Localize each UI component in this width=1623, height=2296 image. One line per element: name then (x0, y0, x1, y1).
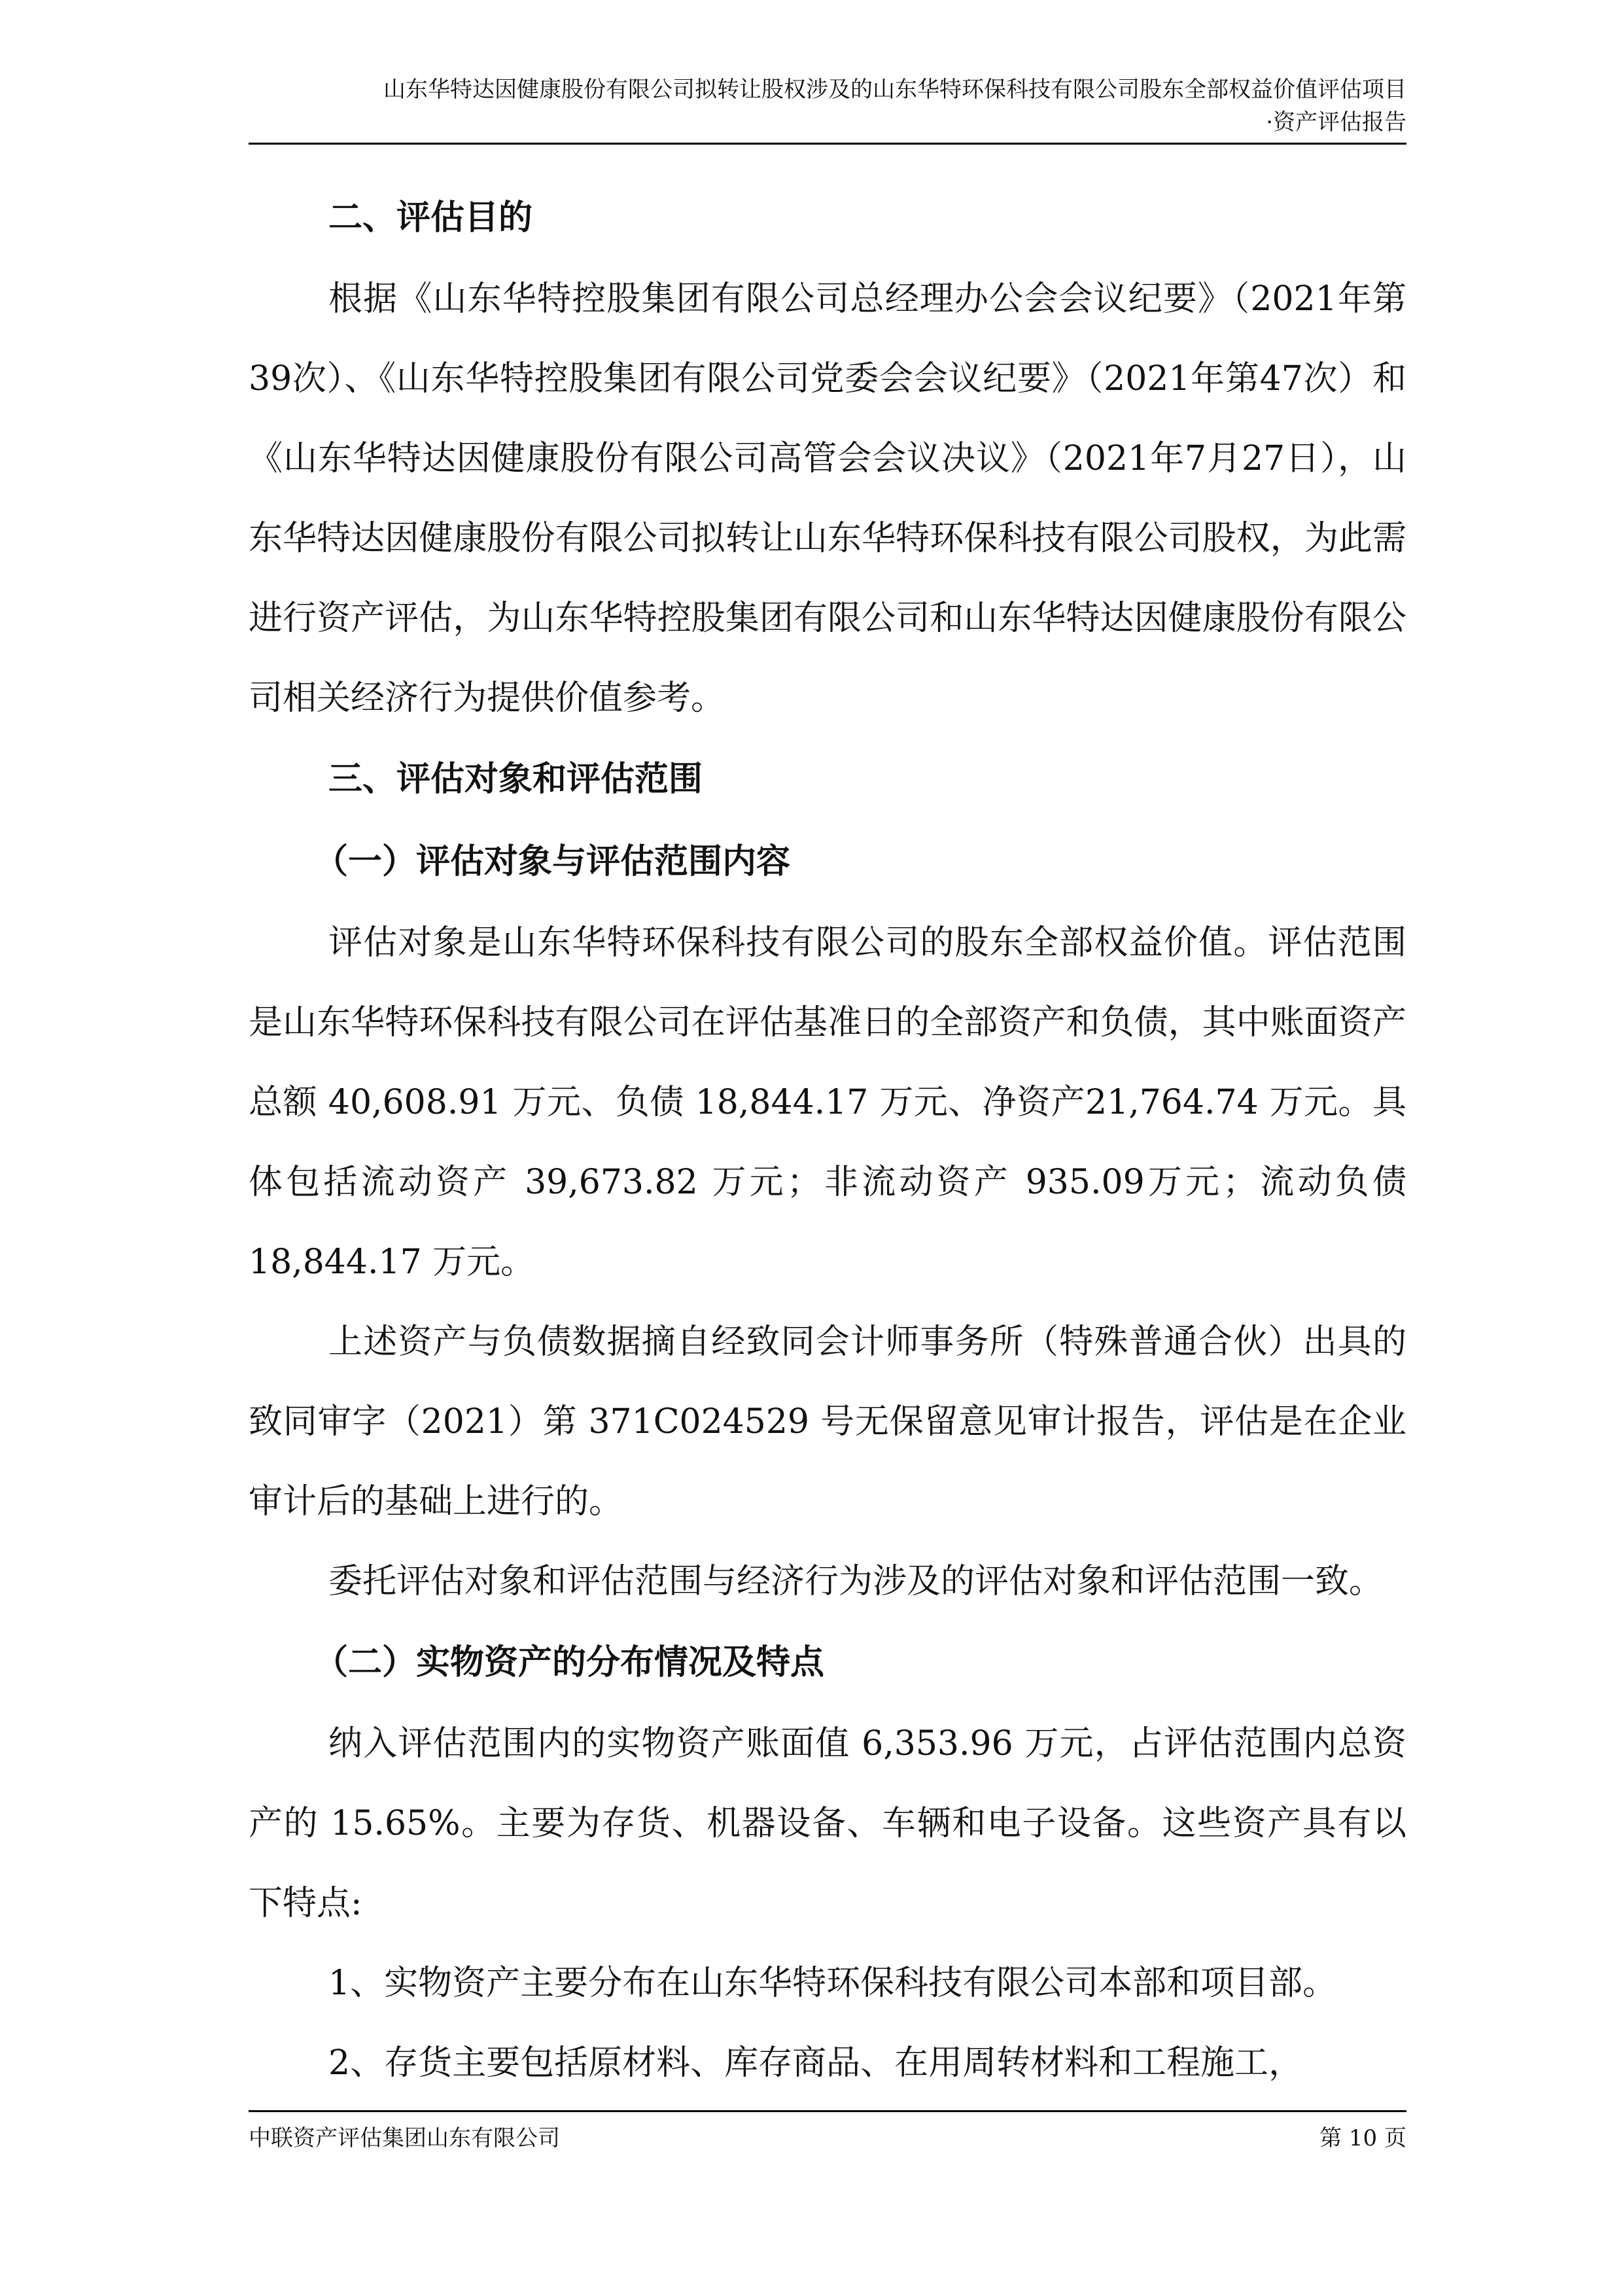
section-heading-purpose: 二、评估目的 (328, 198, 533, 238)
header-title-line2: ·资产评估报告 (1266, 109, 1406, 135)
scope-paragraph-3: 委托评估对象和评估范围与经济行为涉及的评估对象和评估范围一致。 (328, 1562, 1384, 1601)
scope-paragraph-2: 上述资产与负债数据摘自经致同会计师事务所（特殊普通合伙）出具的致同审字（2021）第 371C024529 号无保留意见审计报告，评估是在企业审计后的基础上进行的。 (249, 1322, 1406, 1521)
subsection-heading-physical-assets: （二）实物资产的分布情况及特点 (314, 1642, 825, 1682)
page-header (249, 73, 1406, 139)
assets-list-item-2: 2、存货主要包括原材料、库存商品、在用周转材料和工程施工， (328, 2043, 1303, 2083)
subsection-heading-scope-content: （一）评估对象与评估范围内容 (314, 841, 791, 881)
footer-divider (249, 2110, 1406, 2112)
footer-company: 中联资产评估集团山东有限公司 (249, 2125, 560, 2151)
section-heading-scope: 三、评估对象和评估范围 (328, 759, 703, 799)
header-title-line1: 山东华特达因健康股份有限公司拟转让股权涉及的山东华特环保科技有限公司股东全部权益价值评估项目 (383, 77, 1406, 103)
scope-paragraph-1: 评估对象是山东华特环保科技有限公司的股东全部权益价值。评估范围是山东华特环保科技有限公司在评估基准日的全部资产和负债，其中账面资产总额 40,608.91 万元、负债 18,844.17 万元、净资产21,764.74 万元。具体包括流动资产 39,673.82 万元；非流动资产 935.09万元；流动负债 18,844.17 万元。 (249, 923, 1406, 1282)
assets-paragraph: 纳入评估范围内的实物资产账面值 6,353.96 万元，占评估范围内总资产的 15.65%。主要为存货、机器设备、车辆和电子设备。这些资产具有以下特点: (249, 1724, 1406, 1923)
purpose-paragraph: 根据《山东华特控股集团有限公司总经理办公会会议纪要》（2021年第39次）、《山东华特控股集团有限公司党委会会议纪要》（2021年第47次）和《山东华特达因健康股份有限公司高管会会议决议》（2021年7月27日），山东华特达因健康股份有限公司拟转让山东华特环保科技有限公司股权，为此需进行资产评估，为山东华特控股集团有限公司和山东华特达因健康股份有限公司相关经济行为提供价值参考。 (249, 279, 1406, 718)
assets-list-item-1: 1、实物资产主要分布在山东华特环保科技有限公司本部和项目部。 (328, 1964, 1337, 2003)
page-number: 第 10 页 (1319, 2125, 1406, 2151)
header-divider (249, 143, 1406, 145)
document-body (249, 177, 1406, 2103)
